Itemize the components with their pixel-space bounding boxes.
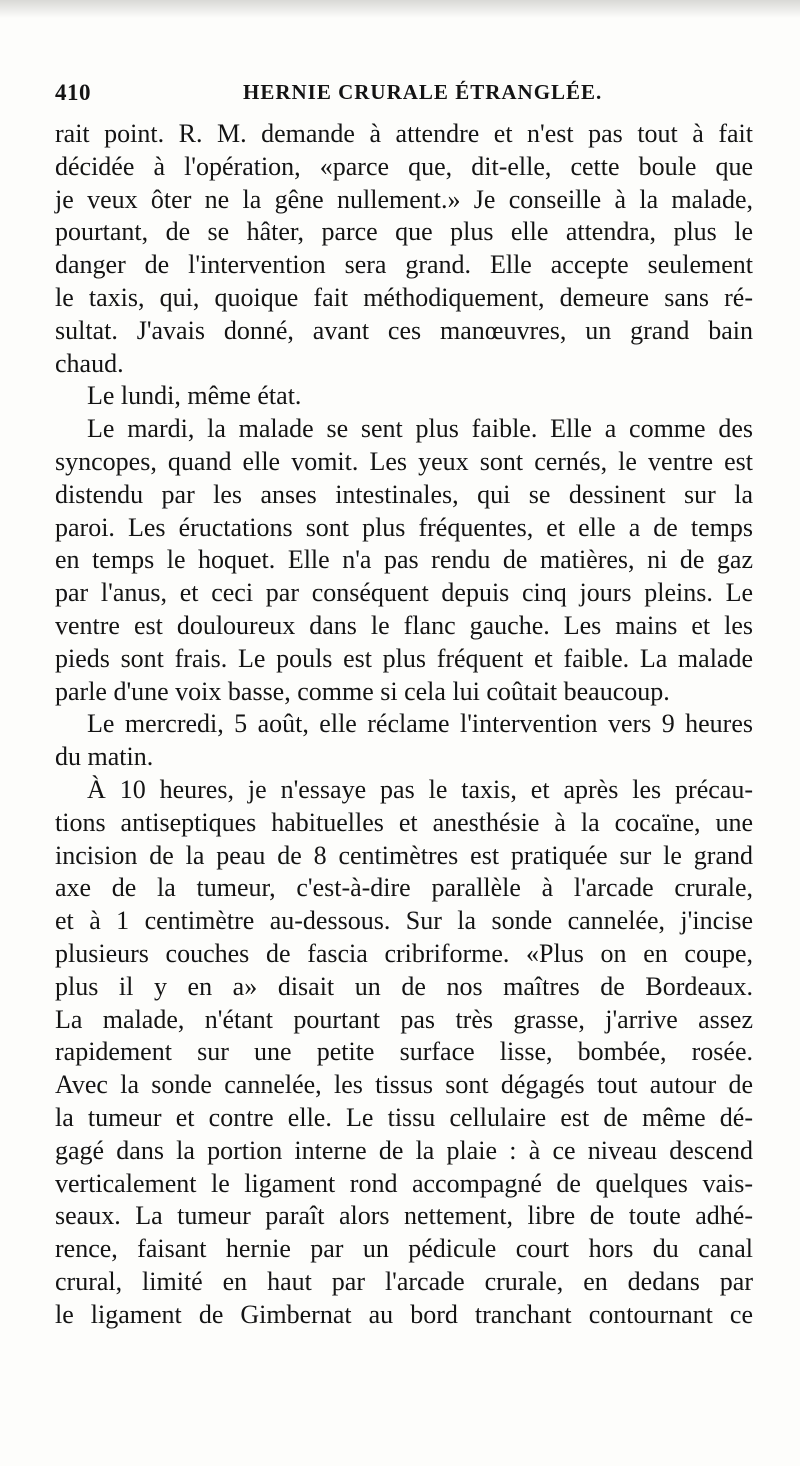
text-line: décidée à l'opération, «parce que, dit-elle, cette boule que <box>55 151 753 181</box>
text-line: plusieurs couches de fascia cribriforme. «Plus on en coupe, <box>55 938 753 968</box>
text-line: Le lundi, même état. <box>87 381 302 411</box>
text-line: À 10 heures, je n'essaye pas le taxis, et après les précau- <box>87 774 753 804</box>
text-line: gagé dans la portion interne de la plaie : à ce niveau descend <box>55 1135 753 1165</box>
text-line: paroi. Les éructations sont plus fréquentes, et elle a de temps <box>55 512 753 542</box>
text-line: Le mercredi, 5 août, elle réclame l'intervention vers 9 heures <box>87 709 753 739</box>
text-line: plus il y en a» disait un de nos maîtres de Bordeaux. <box>55 971 753 1001</box>
text-line: incision de la peau de 8 centimètres est pratiquée sur le grand <box>55 840 753 870</box>
text-line: rait point. R. M. demande à attendre et n'est pas tout à fait <box>55 119 753 148</box>
text-line: La malade, n'étant pourtant pas très grasse, j'arrive assez <box>55 1004 753 1034</box>
text-line: rapidement sur une petite surface lisse, bombée, rosée. <box>55 1037 753 1067</box>
text-line: danger de l'intervention sera grand. Elle accepte seulement <box>55 250 753 280</box>
text-line: et à 1 centimètre au-dessous. Sur la sonde cannelée, j'incise <box>55 906 753 936</box>
text-line: la tumeur et contre elle. Le tissu cellulaire est de même dé- <box>55 1102 753 1132</box>
text-line: verticalement le ligament rond accompagné de quelques vais- <box>55 1168 753 1198</box>
text-line: je veux ôter ne la gêne nullement.» Je conseille à la malade, <box>55 184 753 214</box>
text-line: le taxis, qui, quoique fait méthodiquement, demeure sans ré- <box>55 282 753 312</box>
text-line: en temps le hoquet. Elle n'a pas rendu de matières, ni de gaz <box>55 545 753 575</box>
text-line: pourtant, de se hâter, parce que plus elle attendra, plus le <box>55 217 753 247</box>
text-line: seaux. La tumeur paraît alors nettement, libre de toute adhé- <box>55 1201 753 1231</box>
text-line: crural, limité en haut par l'arcade crurale, en dedans par <box>55 1266 753 1296</box>
scan-edge-shadow <box>0 0 800 18</box>
text-line: par l'anus, et ceci par conséquent depuis cinq jours pleins. Le <box>55 578 753 608</box>
text-line: ventre est douloureux dans le flanc gauche. Les mains et les <box>55 610 753 640</box>
text-line: Avec la sonde cannelée, les tissus sont dégagés tout autour de <box>55 1070 753 1100</box>
text-line: parle d'une voix basse, comme si cela lui coûtait beaucoup. <box>55 676 670 706</box>
text-line: pieds sont frais. Le pouls est plus fréquent et faible. La malade <box>55 643 753 673</box>
text-line: sultat. J'avais donné, avant ces manœuvres, un grand bain <box>55 315 753 345</box>
page-number: 410 <box>55 80 91 105</box>
text-line: chaud. <box>55 348 124 378</box>
page-header <box>55 80 745 114</box>
running-head: HERNIE CRURALE ÉTRANGLÉE. <box>243 80 603 104</box>
text-line: axe de la tumeur, c'est-à-dire parallèle à l'arcade crurale, <box>55 873 753 903</box>
text-line: rence, faisant hernie par un pédicule court hors du canal <box>55 1234 753 1264</box>
text-line: tions antiseptiques habituelles et anesthésie à la cocaïne, une <box>55 807 753 837</box>
body-text <box>55 118 753 1331</box>
text-line: distendu par les anses intestinales, qui se dessinent sur la <box>55 479 753 509</box>
text-line: le ligament de Gimbernat au bord tranchant contournant ce <box>55 1299 753 1329</box>
text-line: du matin. <box>55 742 154 772</box>
text-line: Le mardi, la malade se sent plus faible. Elle a comme des <box>87 414 753 444</box>
text-line: syncopes, quand elle vomit. Les yeux sont cernés, le ventre est <box>55 446 753 476</box>
